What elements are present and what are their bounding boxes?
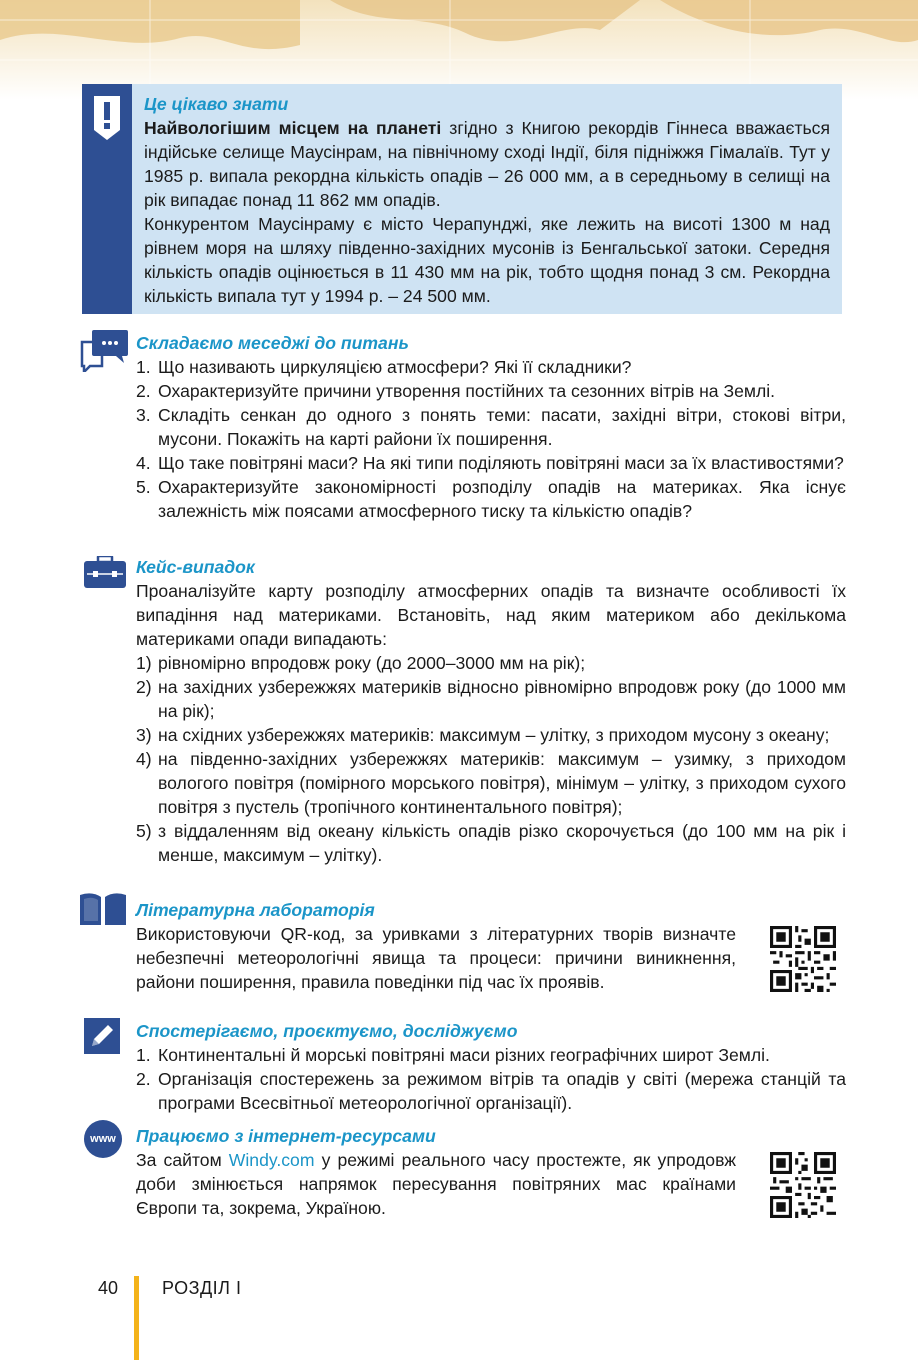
list-item-text: на південно-західних узбережжях материків: максимум – узимку, з приходом вологого повітря (помірного морського повітря), мінімум – улітку, з приходом сухого повітря з пустель (тропічного континентального повітря);	[158, 749, 846, 817]
windy-link[interactable]: Windy.com	[228, 1150, 315, 1170]
research-list	[136, 1043, 846, 1115]
info-box-heading: Це цікаво знати	[144, 94, 289, 114]
list-item-text: Складіть сенкан до одного з понять теми: пасати, західні вітри, стокові вітри, мусони. Покажіть на карті райони їх поширення.	[158, 405, 846, 449]
case-section	[136, 555, 846, 867]
list-item-text: Організація спостережень за режимом вітрів та опадів у світі (мережа станцій та програми Всесвітньої метеорологічної організації).	[158, 1069, 846, 1113]
info-box-paragraph-1	[144, 116, 830, 212]
internet-heading: Працюємо з інтернет-ресурсами	[136, 1126, 436, 1146]
exclamation-icon	[92, 96, 122, 140]
qr-code-literature[interactable]	[770, 926, 836, 992]
info-box-paragraph-2: Конкурентом Маусінраму є місто Черапунджі, яке лежить на висоті 1300 м над рівнем моря на шляху південно-західних мусонів із Бенгальської затоки. Середня кількість опадів оцінюється в 11 430 мм на рік, тобто щодня понад 3 см. Рекордна кількість випала тут у 1994 р. – 24 500 мм.	[144, 214, 830, 306]
list-item-number: 5.	[136, 477, 151, 497]
list-item	[136, 451, 846, 475]
list-item-number: 4)	[136, 749, 152, 769]
list-item	[136, 379, 846, 403]
qr-code-internet[interactable]	[770, 1152, 836, 1218]
case-intro: Проаналізуйте карту розподілу атмосферних опадів та визначте особливості їх випадіння над материками. Встановіть, над яким материком або декількома материками опади випадають:	[136, 581, 846, 649]
case-list	[136, 651, 846, 867]
list-item	[136, 723, 846, 747]
list-item-number: 3.	[136, 405, 151, 425]
questions-section	[136, 331, 846, 523]
questions-list	[136, 355, 846, 523]
list-item-number: 5)	[136, 821, 152, 841]
list-item-number: 2)	[136, 677, 152, 697]
literature-text: Використовуючи QR-код, за уривками з літературних творів визначте небезпечні метеорологічні явища та процеси: причини виникнення, райони поширення, правила поведінки під час їх проявів.	[136, 924, 736, 992]
list-item-number: 1)	[136, 653, 152, 673]
questions-heading: Складаємо меседжі до питань	[136, 333, 409, 353]
list-item	[136, 475, 846, 523]
case-heading: Кейс-випадок	[136, 557, 255, 577]
list-item	[136, 403, 846, 451]
list-item-text: Що називають циркуляцією атмосфери? Які її складники?	[158, 357, 632, 377]
list-item-text: на західних узбережжях материків відносно рівномірно впродовж року (до 1000 мм на рік);	[158, 677, 846, 721]
internet-text	[136, 1148, 736, 1220]
list-item	[136, 747, 846, 819]
internet-section	[136, 1124, 736, 1220]
chat-bubble-icon	[80, 330, 130, 372]
list-item-text: Що таке повітряні маси? На які типи поділяють повітряні маси за їх властивостями?	[158, 453, 844, 473]
info-box-strip	[82, 84, 132, 314]
list-item-number: 4.	[136, 453, 151, 473]
research-section	[136, 1019, 846, 1115]
internet-text-before: За сайтом	[136, 1150, 229, 1170]
info-box	[82, 84, 842, 314]
list-item-number: 1.	[136, 1045, 151, 1065]
list-item	[136, 1043, 846, 1067]
open-book-icon	[80, 891, 126, 925]
list-item-number: 1.	[136, 357, 151, 377]
list-item-text: Охарактеризуйте причини утворення постійних та сезонних вітрів на Землі.	[158, 381, 776, 401]
list-item-text: Континентальні й морські повітряні маси різних географічних широт Землі.	[158, 1045, 770, 1065]
section-title: РОЗДІЛ I	[162, 1278, 242, 1298]
literature-heading: Літературна лабораторія	[136, 900, 375, 920]
briefcase-icon	[84, 556, 126, 588]
list-item	[136, 651, 846, 675]
footer-divider	[134, 1276, 139, 1360]
info-box-paragraph-1-text: згідно з Книгою рекордів Гіннеса вважається індійське селище Маусінрам, на північному сході Індії, біля підніжжя Гімалаїв. Тут у 1985 р. випала рекордна кількість опадів – 26 000 мм, а в середньому в селищі на рік випадає понад 11 862 мм опадів.	[144, 118, 830, 210]
list-item-text: Охарактеризуйте закономірності розподілу опадів на материках. Яка існує залежність між поясами атмосферного тиску та кількістю опадів?	[158, 477, 846, 521]
pencil-icon	[84, 1018, 120, 1054]
list-item-number: 2.	[136, 1069, 151, 1089]
list-item	[136, 355, 846, 379]
literature-section	[136, 898, 736, 994]
info-box-bold-lead: Найвологішим місцем на планеті	[144, 118, 442, 138]
research-heading: Спостерігаємо, проєктуємо, досліджуємо	[136, 1021, 518, 1041]
list-item	[136, 675, 846, 723]
list-item-number: 3)	[136, 725, 152, 745]
page-number: 40	[98, 1278, 119, 1298]
www-globe-icon: www	[84, 1120, 122, 1158]
list-item-number: 2.	[136, 381, 151, 401]
list-item	[136, 819, 846, 867]
list-item-text: на східних узбережжях материків: максимум – улітку, з приходом мусону з океану;	[158, 725, 830, 745]
list-item	[136, 1067, 846, 1115]
list-item-text: з віддаленням від океану кількість опадів різко скорочується (до 100 мм на рік і менше, максимум – улітку).	[158, 821, 846, 865]
internet-text-after: у режимі реального часу простежте, як упродовж доби змінюється напрямок пересування повітряних мас країнами Європи та, зокрема, Україною.	[136, 1150, 736, 1218]
list-item-text: рівномірно впродовж року (до 2000–3000 мм на рік);	[158, 653, 586, 673]
